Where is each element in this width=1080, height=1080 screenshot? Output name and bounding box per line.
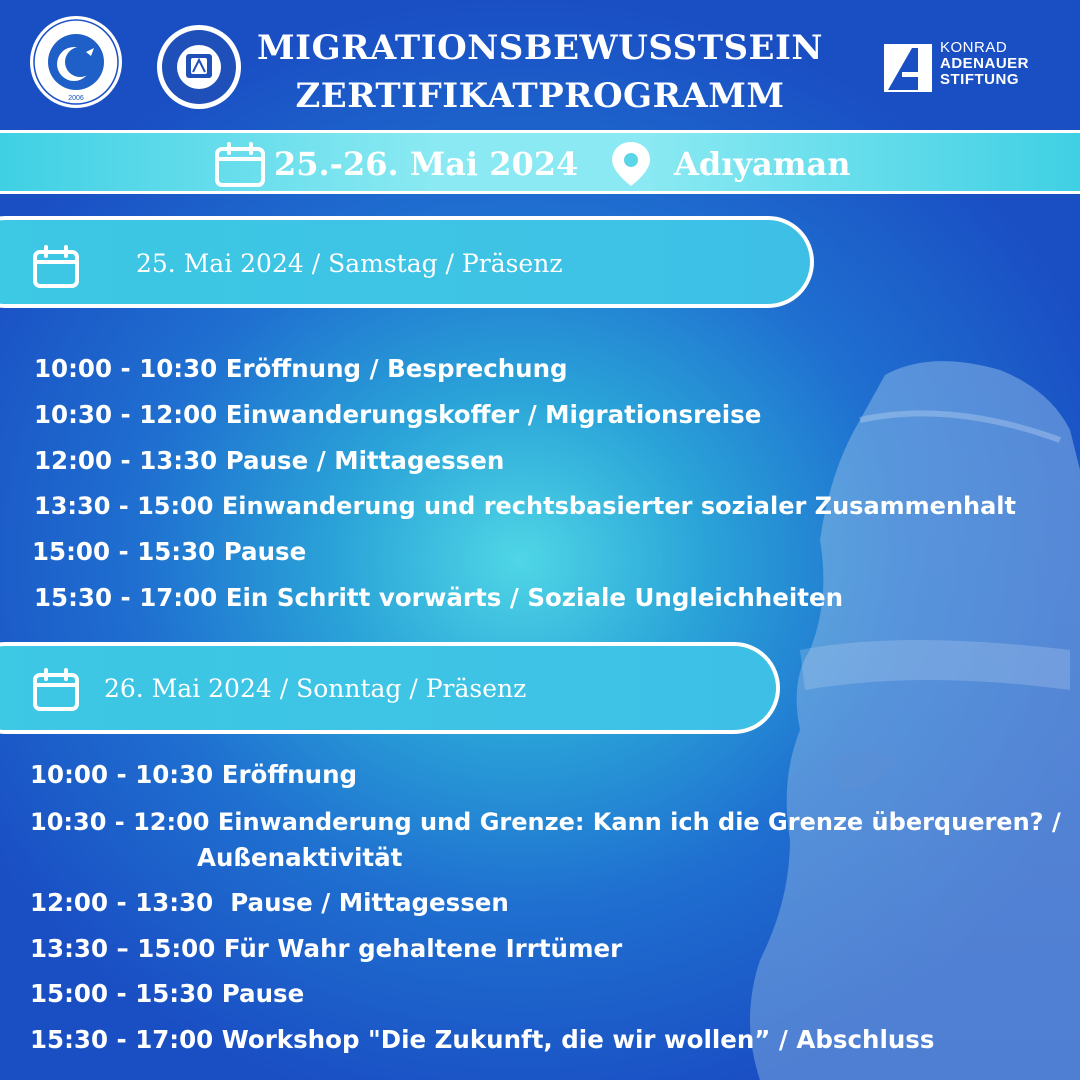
adiyaman-university-logo	[28, 14, 124, 110]
schedule-item	[32, 537, 306, 567]
day-2-heading: 26. Mai 2024 / Sonntag / Präsenz	[104, 674, 527, 703]
schedule-item	[30, 807, 1061, 837]
schedule-item	[30, 1025, 934, 1055]
harran-university-logo	[156, 24, 242, 110]
header	[0, 0, 1080, 130]
schedule-label: Einwanderungskoffer / Migrationsreise	[225, 400, 762, 429]
schedule-time: 10:00 - 10:30	[30, 760, 214, 789]
schedule-label: Eröffnung	[221, 760, 358, 789]
kas-line2: ADENAUER	[940, 55, 1030, 72]
schedule-time: 15:30 - 17:00	[30, 1025, 214, 1054]
schedule-label: Pause	[223, 537, 307, 566]
schedule-item	[34, 446, 504, 476]
calendar-icon	[32, 668, 80, 712]
schedule-item	[30, 934, 622, 964]
schedule-item	[34, 400, 761, 430]
svg-text:2006: 2006	[68, 95, 84, 102]
schedule-time: 15:30 - 17:00	[34, 583, 218, 612]
schedule-item	[30, 760, 357, 790]
schedule-time: 15:00 - 15:30	[32, 537, 216, 566]
schedule-label: Pause / Mittagessen	[221, 888, 509, 917]
page-title-line1: MIGRATIONSBEWUSSTSEIN	[257, 28, 823, 68]
kas-logo-mark-icon	[884, 44, 932, 92]
schedule-item	[34, 491, 1016, 521]
schedule-label: Für Wahr gehaltene Irrtümer	[223, 934, 623, 963]
schedule-time: 10:30 - 12:00	[34, 400, 218, 429]
kas-logo-text	[940, 40, 1029, 88]
schedule-label: Pause / Mittagessen	[225, 446, 505, 475]
event-location: Adıyaman	[674, 145, 851, 183]
schedule-time: 13:30 - 15:00	[34, 492, 214, 520]
page-title-line2: ZERTIFIKATPROGRAMM	[295, 76, 785, 116]
schedule-label: Einwanderung und rechtsbasierter sozialer Zusammenhalt	[221, 492, 1017, 520]
konrad-adenauer-stiftung-logo	[884, 40, 1044, 94]
kas-line1: KONRAD	[940, 39, 1008, 56]
kas-line3: STIFTUNG	[940, 71, 1019, 88]
schedule-item	[30, 979, 304, 1009]
date-location-bar	[0, 130, 1080, 194]
day-1-heading: 25. Mai 2024 / Samstag / Präsenz	[136, 249, 563, 278]
calendar-icon	[32, 245, 80, 289]
schedule-item	[34, 583, 843, 613]
schedule-time: 13:30 – 15:00	[30, 934, 216, 963]
schedule-time: 12:00 - 13:30	[30, 888, 214, 917]
calendar-icon	[214, 142, 266, 188]
schedule-label: Ein Schritt vorwärts / Soziale Ungleichheiten	[225, 583, 844, 612]
schedule-item	[34, 354, 568, 384]
schedule-label: Einwanderung und Grenze: Kann ich die Grenze überqueren? /	[217, 808, 1061, 836]
schedule-label: Eröffnung / Besprechung	[225, 354, 568, 383]
map-pin-icon	[608, 140, 654, 188]
schedule-time: 12:00 - 13:30	[34, 446, 218, 475]
event-date: 25.-26. Mai 2024	[274, 145, 579, 183]
schedule-label: Workshop "Die Zukunft, die wir wollen” / Abschluss	[221, 1025, 935, 1054]
schedule-label-continuation: Außenaktivität	[197, 843, 403, 872]
schedule-label: Pause	[221, 979, 305, 1008]
schedule-time: 10:30 - 12:00	[30, 808, 210, 836]
schedule-time: 15:00 - 15:30	[30, 979, 214, 1008]
schedule-time: 10:00 - 10:30	[34, 354, 218, 383]
schedule-item	[30, 888, 509, 918]
